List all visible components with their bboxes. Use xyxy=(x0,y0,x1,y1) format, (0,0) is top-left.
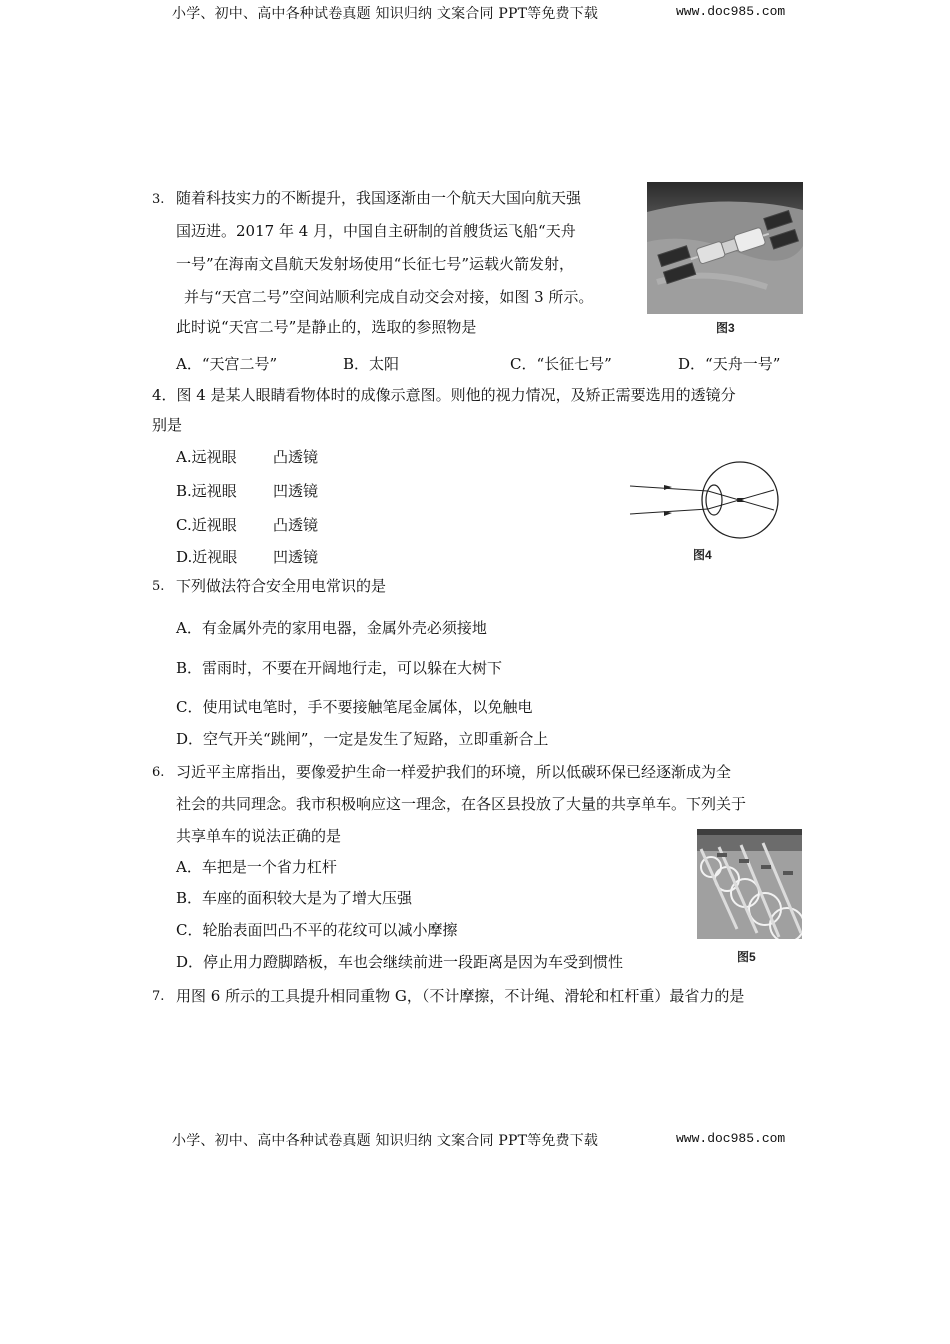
q3-line-3: 一号”在海南文昌航天发射场使用“长征七号”运载火箭发射， xyxy=(176,255,575,273)
q4-option-c-lens: 凸透镜 xyxy=(273,516,319,534)
figure5-shared-bikes-photo xyxy=(697,829,802,939)
q6-line-2: 社会的共同理念。我市积极响应这一理念，在各区县投放了大量的共享单车。下列关于 xyxy=(176,795,747,813)
q4-option-d-lens: 凹透镜 xyxy=(273,548,319,566)
q6-line-1: 习近平主席指出，要像爱护生命一样爱护我们的环境，所以低碳环保已经逐渐成为全 xyxy=(176,763,732,781)
q5-number: 5. xyxy=(152,579,165,594)
q3-option-a: A．“天宫二号” xyxy=(176,355,278,373)
header-url: www.doc985.com xyxy=(676,4,786,19)
q6-line-3: 共享单车的说法正确的是 xyxy=(176,827,342,845)
q3-line-1: 随着科技实力的不断提升，我国逐渐由一个航天大国向航天强 xyxy=(176,189,582,207)
figure5-caption: 图5 xyxy=(737,950,756,964)
q3-option-d: D．“天舟一号” xyxy=(678,355,781,373)
q3-line-2: 国迈进。2017 年 4 月，中国自主研制的首艘货运飞船“天舟 xyxy=(176,222,576,240)
q3-option-c: C．“长征七号” xyxy=(510,355,612,373)
q7-number: 7. xyxy=(152,989,165,1004)
q4-line-1: 4．图 4 是某人眼睛看物体时的成像示意图。则他的视力情况，及矫正需要选用的透镜分 xyxy=(152,386,736,404)
figure3-spacecraft-photo xyxy=(647,182,803,314)
q6-number: 6. xyxy=(152,765,165,780)
q6-option-b: B．车座的面积较大是为了增大压强 xyxy=(176,889,413,907)
figure4-eye-diagram xyxy=(624,458,784,544)
q3-number: 3. xyxy=(152,192,165,207)
q5-option-a: A．有金属外壳的家用电器，金属外壳必须接地 xyxy=(176,619,487,637)
page-footer xyxy=(172,1130,598,1150)
q3-line-5: 此时说“天宫二号”是静止的，选取的参照物是 xyxy=(176,318,477,336)
q4-option-a-label: A.远视眼 xyxy=(176,448,237,466)
footer-text: 小学、初中、高中各种试卷真题 知识归纳 文案合同 PPT等免费下载 xyxy=(172,1133,599,1149)
figure4-caption: 图4 xyxy=(693,548,712,562)
q5-option-d: D．空气开关“跳闸”，一定是发生了短路，立即重新合上 xyxy=(176,730,549,748)
q4-option-b-label: B.远视眼 xyxy=(176,482,237,500)
q3-line-4: 并与“天宫二号”空间站顺利完成自动交会对接，如图 3 所示。 xyxy=(184,288,594,306)
footer-url: www.doc985.com xyxy=(676,1131,786,1146)
figure3-caption: 图3 xyxy=(716,321,735,335)
q5-option-c: C．使用试电笔时，手不要接触笔尾金属体，以免触电 xyxy=(176,698,533,716)
q4-option-b-lens: 凹透镜 xyxy=(273,482,319,500)
page-header xyxy=(172,3,598,23)
header-text: 小学、初中、高中各种试卷真题 知识归纳 文案合同 PPT等免费下载 xyxy=(172,6,599,22)
q3-option-b: B．太阳 xyxy=(343,355,400,373)
q4-option-d-label: D.近视眼 xyxy=(176,548,238,566)
q6-option-a: A．车把是一个省力杠杆 xyxy=(176,858,337,876)
q7-stem: 用图 6 所示的工具提升相同重物 G，（不计摩擦，不计绳、滑轮和杠杆重）最省力的是 xyxy=(176,987,745,1005)
q6-option-d: D．停止用力蹬脚踏板，车也会继续前进一段距离是因为车受到惯性 xyxy=(176,953,624,971)
q6-option-c: C．轮胎表面凹凸不平的花纹可以减小摩擦 xyxy=(176,921,458,939)
q4-line-2: 别是 xyxy=(152,416,183,434)
q5-option-b: B．雷雨时，不要在开阔地行走，可以躲在大树下 xyxy=(176,659,503,677)
q5-stem: 下列做法符合安全用电常识的是 xyxy=(176,577,387,595)
q4-option-a-lens: 凸透镜 xyxy=(273,448,319,466)
q4-option-c-label: C.近视眼 xyxy=(176,516,237,534)
